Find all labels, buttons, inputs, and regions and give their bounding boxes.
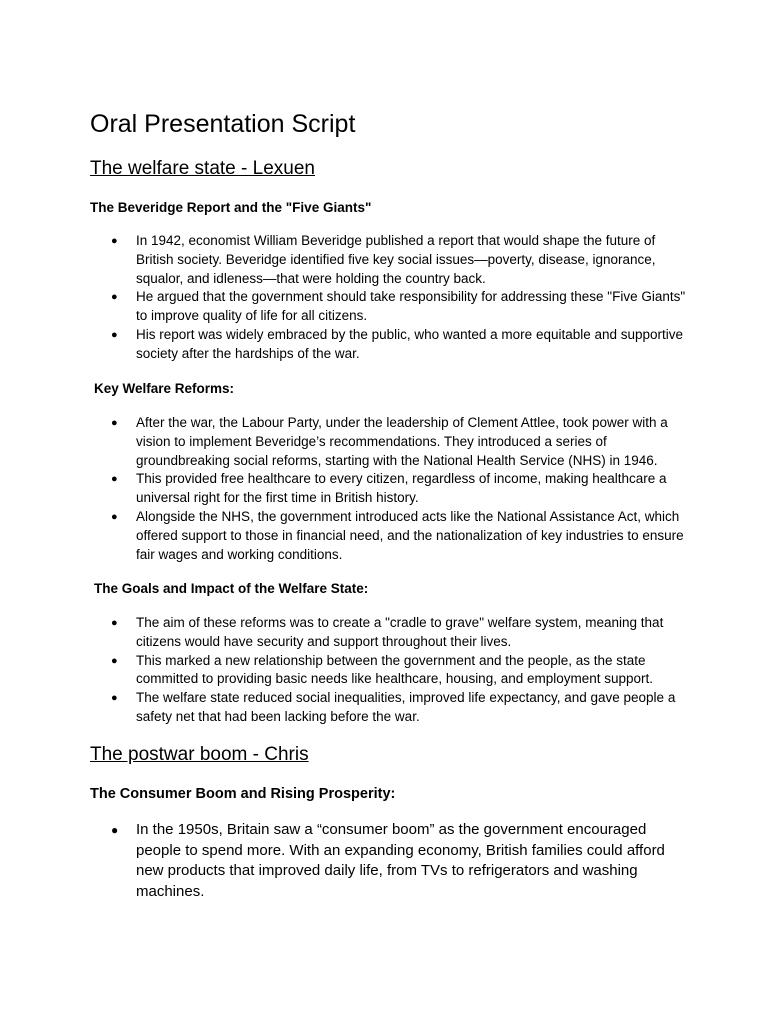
list-item-text: He argued that the government should take responsibility for addressing these "Five Giants" to improve quality of life for all citizens. (136, 289, 686, 324)
bullet-icon: ● (111, 617, 118, 629)
bullet-list-beveridge-report (90, 232, 690, 364)
bullet-list-consumer-boom (90, 820, 690, 902)
list-item (90, 288, 690, 326)
section-heading-postwar-boom: The postwar boom - Chris (90, 744, 309, 765)
list-item-text: The welfare state reduced social inequalities, improved life expectancy, and gave people a safety net that had been lacking before the war. (136, 690, 676, 724)
bullet-icon: ● (111, 291, 118, 304)
bullet-icon: ● (111, 417, 118, 429)
list-item (90, 232, 690, 288)
bullet-icon: ● (111, 328, 118, 341)
bullet-list-goals-and-impact (90, 614, 690, 727)
bullet-icon: ● (111, 654, 118, 667)
list-item-text: This provided free healthcare to every citizen, regardless of income, making healthcare a universal right for the first time in British history. (136, 471, 667, 506)
subsection-heading-consumer-boom: The Consumer Boom and Rising Prosperity: (90, 786, 396, 802)
list-item (90, 652, 690, 690)
list-item (90, 414, 690, 470)
bullet-icon: ● (111, 235, 118, 247)
list-item-text: In the 1950s, Britain saw a “consumer boom” as the government encouraged people to spend more. With an expanding economy, British families could afford new products that improved daily life, from TVs to refrigerators and washing machines. (136, 821, 665, 900)
list-item-text: This marked a new relationship between the government and the people, as the state committed to providing basic needs like healthcare, housing, and employment support. (136, 652, 654, 687)
list-item-text: The aim of these reforms was to create a "cradle to grave" welfare system, meaning that citizens would have security and support throughout their lives. (136, 615, 664, 649)
list-item (90, 820, 690, 902)
list-item (90, 326, 690, 364)
list-item (90, 508, 690, 564)
subsection-heading-goals-and-impact: The Goals and Impact of the Welfare State: (94, 581, 369, 596)
subsection-heading-beveridge-report: The Beveridge Report and the "Five Giants" (90, 200, 372, 215)
bullet-icon: ● (111, 473, 118, 486)
list-item (90, 689, 690, 727)
list-item (90, 470, 690, 508)
bullet-icon: ● (111, 823, 119, 837)
list-item-text: In 1942, economist William Beveridge published a report that would shape the future of British society. Beveridge identified five key social issues—poverty, disease, ignorance, squalor, and idleness—that were holding the country back. (136, 233, 656, 286)
section-heading-welfare-state: The welfare state - Lexuen (90, 158, 315, 179)
bullet-list-key-welfare-reforms (90, 414, 690, 564)
document-title: Oral Presentation Script (90, 110, 356, 138)
list-item-text: After the war, the Labour Party, under the leadership of Clement Attlee, took power with a vision to implement Beveridge’s recommendations. They introduced a series of groundbreaking social reforms, starting with the National Health Service (NHS) in 1946. (136, 415, 668, 468)
list-item-text: His report was widely embraced by the public, who wanted a more equitable and supportive society after the hardships of the war. (136, 326, 684, 361)
bullet-icon: ● (111, 510, 118, 523)
bullet-icon: ● (111, 692, 118, 705)
list-item-text: Alongside the NHS, the government introduced acts like the National Assistance Act, which offered support to those in financial need, and the nationalization of key industries to ensure fair wages and working conditions. (136, 508, 684, 562)
list-item (90, 614, 690, 652)
subsection-heading-key-welfare-reforms: Key Welfare Reforms: (94, 381, 235, 396)
